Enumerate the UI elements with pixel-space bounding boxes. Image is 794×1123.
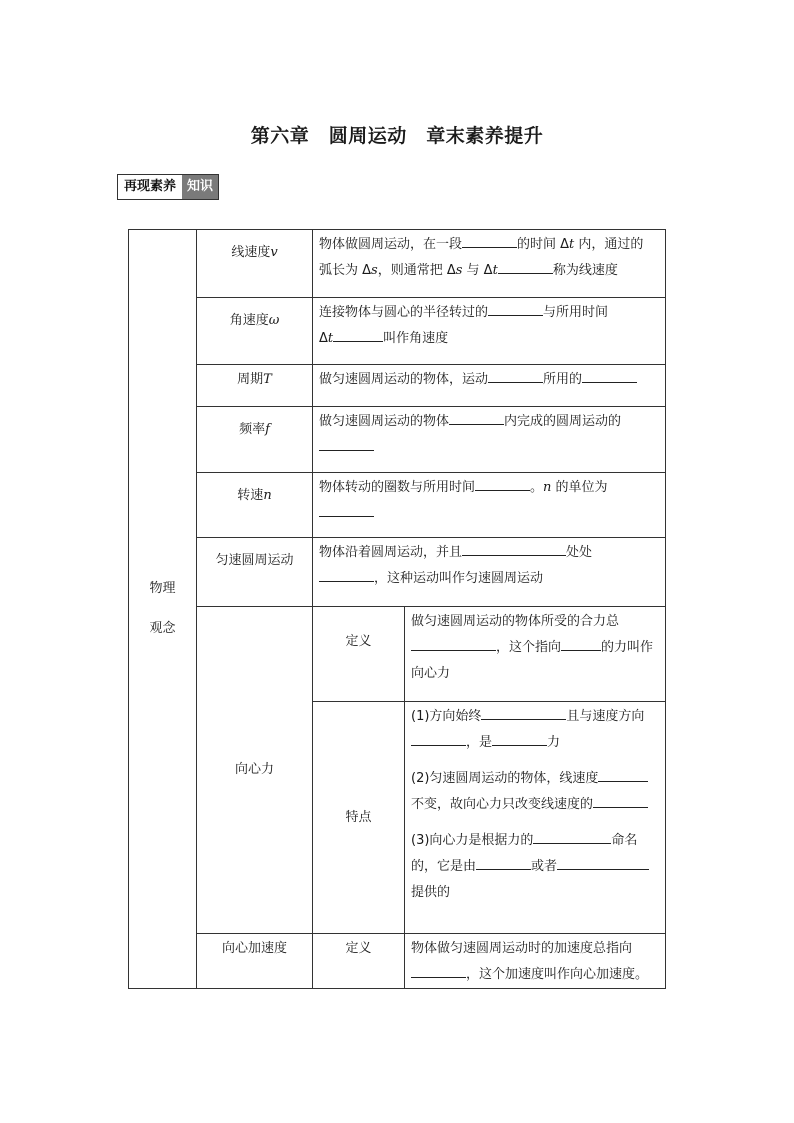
term-angular-speed [197, 298, 313, 365]
def-symbol: t [569, 237, 575, 252]
fill-blank [319, 567, 374, 582]
knowledge-table [128, 229, 666, 989]
term-symbol: n [263, 488, 272, 503]
subterm-definition [313, 934, 405, 989]
def-symbol: s [371, 263, 378, 278]
definition-centripetal-force [405, 607, 666, 702]
term-rotation-speed [197, 473, 313, 538]
def-text: 或者 [531, 859, 558, 874]
def-text: 弧长为 Δ [319, 263, 372, 278]
def-text: (2)匀速圆周运动的物体，线速度 [411, 771, 599, 786]
fill-blank [476, 855, 531, 870]
fill-blank [492, 731, 547, 746]
term-label: 周期 [237, 372, 264, 387]
feature-2 [411, 766, 659, 818]
def-text: 与所用时间 [543, 305, 609, 320]
fill-blank [533, 829, 611, 844]
fill-blank [557, 855, 649, 870]
term-centripetal-acceleration [197, 934, 313, 989]
term-centripetal-force [197, 607, 313, 934]
fill-blank [411, 636, 496, 651]
fill-blank [462, 233, 517, 248]
definition-frequency [313, 407, 666, 473]
fill-blank [582, 368, 637, 383]
def-text: 物体转动的圈数与所用时间 [319, 480, 476, 495]
table-row [129, 934, 666, 989]
page-title: 第六章 圆周运动 章末素养提升 [250, 125, 544, 147]
fill-blank [475, 476, 530, 491]
section-tag [117, 174, 219, 200]
category-line-2: 观念 [149, 621, 176, 636]
def-text: 与 Δ [462, 263, 493, 278]
def-text: 处处 [566, 545, 593, 560]
subterm-label: 特点 [345, 809, 372, 825]
section-tag-right: 知识 [182, 175, 218, 199]
table-row [129, 538, 666, 607]
def-text: 的单位为 [551, 480, 608, 495]
term-label: 角速度 [229, 313, 269, 328]
def-text: 且与速度方向 [566, 709, 645, 724]
fill-blank [598, 767, 648, 782]
section-tag-left: 再现素养 [118, 175, 182, 199]
table-row [129, 407, 666, 473]
def-text: ，这个加速度叫作向心加速度。 [466, 967, 649, 982]
def-text: 向心力 [411, 666, 451, 681]
table-row [129, 365, 666, 407]
def-text: 连接物体与圆心的半径转过的 [319, 305, 489, 320]
definition-period [313, 365, 666, 407]
def-text: 称为线速度 [552, 263, 618, 278]
fill-blank [561, 636, 601, 651]
def-text: 力 [547, 735, 561, 750]
fill-blank [498, 259, 553, 274]
definition-uniform-circular-motion [313, 538, 666, 607]
category-line-1: 物理 [149, 581, 176, 596]
table-row [129, 230, 666, 298]
definition-linear-speed [313, 230, 666, 298]
fill-blank [411, 963, 466, 978]
term-label: 向心加速度 [221, 941, 287, 956]
feature-3 [411, 828, 659, 906]
def-text: 做匀速圆周运动的物体 [319, 414, 450, 429]
subterm-label: 定义 [345, 634, 372, 649]
table-row [129, 298, 666, 365]
table-row [129, 607, 666, 702]
subterm-label: 定义 [345, 941, 372, 956]
def-text: 的力叫作 [601, 640, 654, 655]
fill-blank [449, 410, 504, 425]
term-linear-speed [197, 230, 313, 298]
fill-blank [488, 368, 543, 383]
term-label: 线速度 [231, 245, 271, 260]
def-text: 内，通过的 [574, 237, 644, 252]
table-row [129, 473, 666, 538]
term-symbol: v [270, 245, 278, 260]
def-text: ，这个指向 [496, 640, 562, 655]
def-text: 提供的 [411, 885, 451, 900]
category-cell [129, 230, 197, 989]
def-text: Δ [319, 331, 328, 346]
feature-1 [411, 704, 659, 756]
def-text: 的，它是由 [411, 859, 477, 874]
fill-blank [593, 793, 648, 808]
def-text: 的时间 Δ [517, 237, 570, 252]
def-text: 叫作角速度 [383, 331, 449, 346]
subterm-features [313, 702, 405, 934]
def-symbol: t [327, 331, 334, 346]
def-text: 。 [530, 480, 544, 495]
term-label: 转速 [237, 488, 264, 503]
def-symbol: t [492, 263, 498, 278]
fill-blank [481, 705, 566, 720]
def-text: ，则通常把 Δ [377, 263, 456, 278]
term-symbol: ω [268, 313, 280, 328]
def-text: ，这种运动叫作匀速圆周运动 [374, 571, 544, 586]
term-label: 向心力 [234, 762, 274, 777]
fill-blank [411, 731, 466, 746]
term-label: 匀速圆周运动 [215, 553, 294, 568]
def-text: ，是 [466, 735, 493, 750]
def-symbol: s [455, 263, 463, 278]
def-text: 做匀速圆周运动的物体，运动 [319, 372, 489, 387]
fill-blank [488, 301, 543, 316]
fill-blank [319, 502, 374, 517]
def-text: (1)方向始终 [411, 709, 482, 724]
def-text: 命名 [611, 833, 638, 848]
definition-angular-speed [313, 298, 666, 365]
term-period [197, 365, 313, 407]
def-text: 做匀速圆周运动的物体所受的合力总 [411, 614, 620, 629]
definition-centripetal-acceleration [405, 934, 666, 989]
term-uniform-circular-motion [197, 538, 313, 607]
fill-blank [333, 327, 383, 342]
def-text: 不变，故向心力只改变线速度的 [411, 797, 594, 812]
fill-blank [319, 436, 374, 451]
def-text: 物体做匀速圆周运动时的加速度总指向 [411, 941, 633, 956]
def-text: (3)向心力是根据力的 [411, 833, 534, 848]
term-symbol: T [263, 372, 272, 387]
def-text: 所用的 [543, 372, 583, 387]
def-text: 物体沿着圆周运动，并且 [319, 545, 463, 560]
subterm-definition [313, 607, 405, 702]
def-text: 内完成的圆周运动的 [504, 414, 622, 429]
def-text: 物体做圆周运动，在一段 [319, 237, 463, 252]
term-label: 频率 [239, 422, 266, 437]
term-symbol: f [265, 422, 270, 437]
def-symbol: n [543, 480, 552, 495]
definition-rotation-speed [313, 473, 666, 538]
term-frequency [197, 407, 313, 473]
fill-blank [462, 541, 566, 556]
features-centripetal-force [405, 702, 666, 934]
